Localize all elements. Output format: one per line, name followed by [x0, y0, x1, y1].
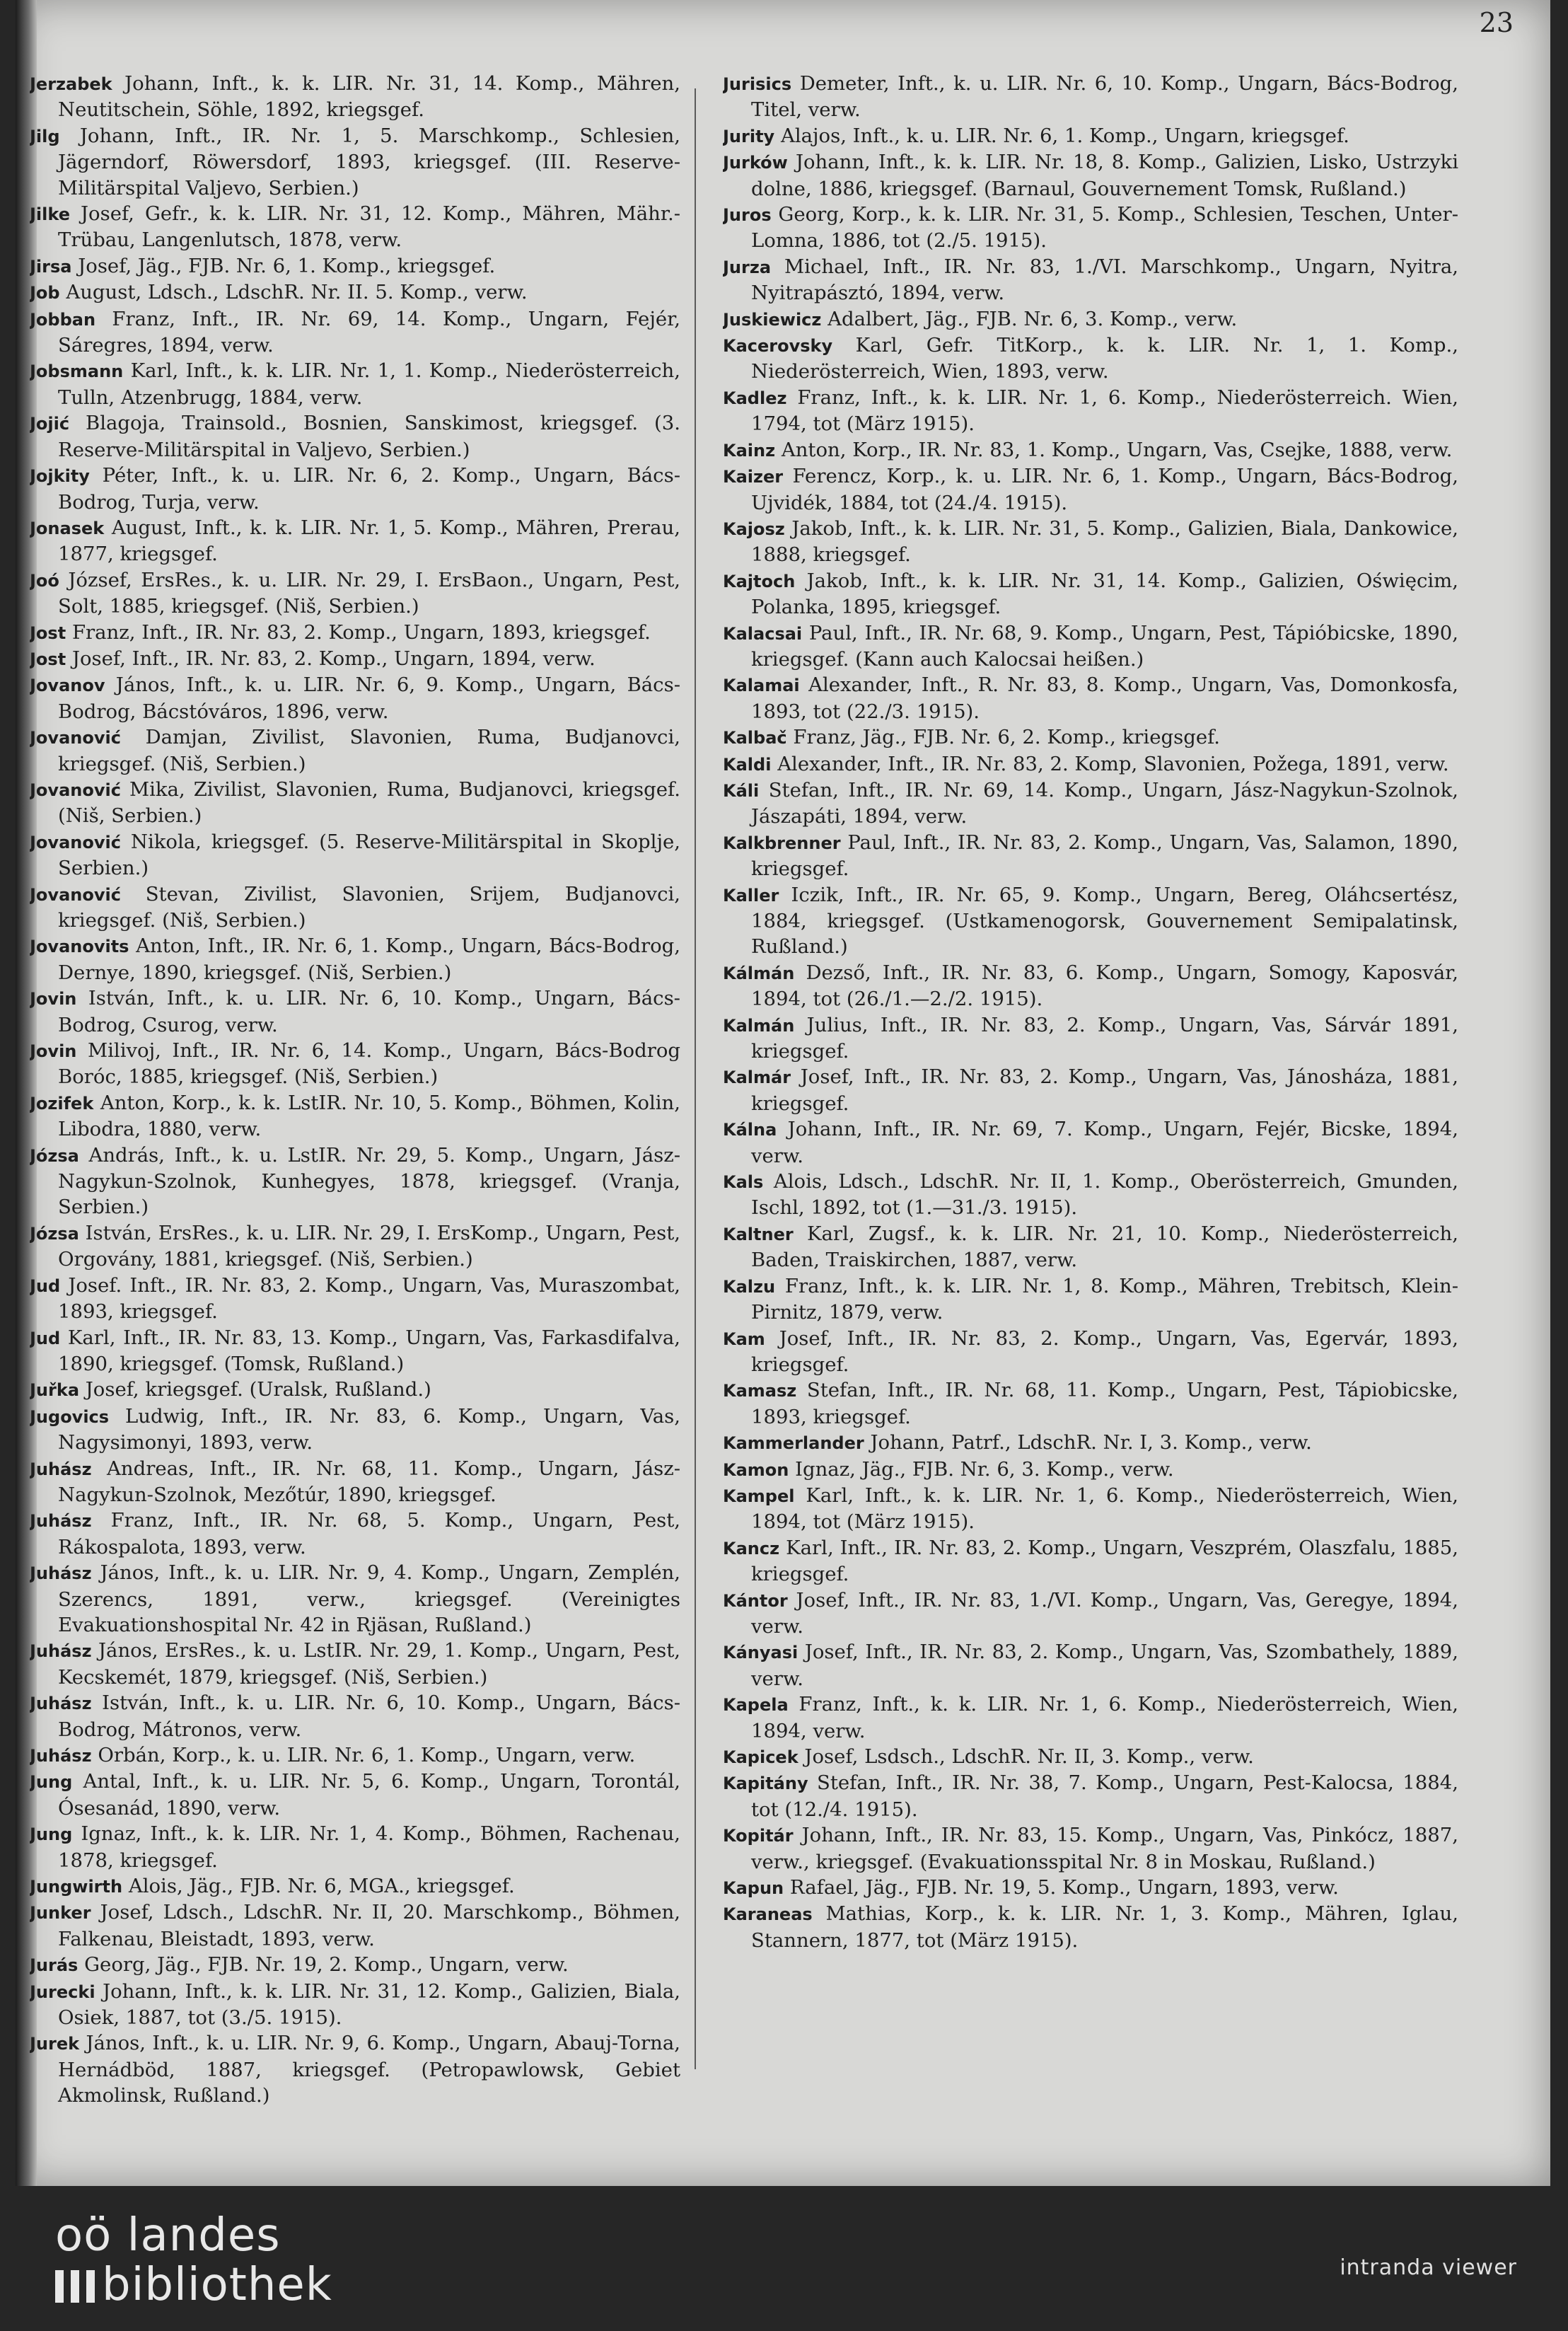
list-entry — [723, 1169, 1458, 1221]
entry-details: Georg, Korp., k. k. LIR. Nr. 31, 5. Komp., Schlesien, Teschen, Unter-Lomna, 1886, tot (2./5. 1915). — [751, 203, 1458, 253]
entry-surname: Juhász — [30, 1511, 92, 1532]
entry-details: Franz, Inft., IR. Nr. 68, 5. Komp., Ungarn, Pest, Rákospalota, 1893, verw. — [58, 1509, 680, 1558]
entry-details: Ludwig, Inft., IR. Nr. 83, 6. Komp., Ungarn, Vas, Nagysimonyi, 1893, verw. — [58, 1404, 680, 1454]
entry-surname: Jovin — [30, 1041, 77, 1062]
list-entry — [723, 568, 1458, 620]
list-entry — [723, 1822, 1458, 1875]
entry-details: Johann, Inft., IR. Nr. 83, 15. Komp., Ungarn, Vas, Pinkócz, 1887, verw., kriegsgef. (Evakuationsspital Nr. 8 in Moskau, Rußland.) — [751, 1824, 1458, 1873]
list-entry — [30, 1038, 680, 1090]
entry-surname: Jurecki — [30, 1982, 95, 2002]
list-entry — [723, 751, 1458, 777]
entry-details: Franz, Inft., k. k. LIR. Nr. 1, 6. Komp., Niederösterreich. Wien, 1794, tot (März 1915). — [751, 386, 1458, 436]
list-entry — [723, 1064, 1458, 1116]
logo-bars-icon — [55, 2270, 96, 2303]
list-entry — [30, 1560, 680, 1638]
entry-details: István, Inft., k. u. LIR. Nr. 6, 10. Komp., Ungarn, Bács-Bodrog, Csurog, verw. — [58, 987, 680, 1036]
list-entry — [723, 385, 1458, 437]
entry-details: Franz, Inft., IR. Nr. 69, 14. Komp., Ungarn, Fejér, Sáregres, 1894, verw. — [58, 307, 680, 357]
entry-surname: Jurza — [723, 257, 772, 277]
entry-surname: Kaizer — [723, 467, 784, 487]
entry-surname: Kamon — [723, 1459, 789, 1480]
entry-surname: Jung — [30, 1772, 73, 1793]
entry-surname: Jurás — [30, 1955, 79, 1976]
entry-details: Anton, Korp., IR. Nr. 83, 1. Komp., Ungarn, Vas, Csejke, 1888, verw. — [781, 438, 1453, 461]
entry-surname: Jud — [30, 1328, 61, 1348]
entry-details: Josef, Inft., IR. Nr. 83, 1./VI. Komp., Ungarn, Vas, Geregye, 1894, verw. — [751, 1588, 1458, 1638]
entry-surname: Kancz — [723, 1538, 780, 1558]
entry-details: Iczik, Inft., IR. Nr. 65, 9. Komp., Ungarn, Bereg, Oláhcsertész, 1884, kriegsgef. (Ustkamenogorsk, Gouvernement Semipalatinsk, Rußland.) — [751, 883, 1458, 959]
entry-surname: Jojić — [30, 414, 70, 434]
logo-text-line1: oö landes — [55, 2209, 281, 2262]
list-entry — [723, 1326, 1458, 1378]
entry-details: Josef, Gefr., k. k. LIR. Nr. 31, 12. Komp., Mähren, Mähr.-Trübau, Langenlutsch, 1878, verw. — [58, 202, 680, 252]
list-entry — [723, 1221, 1458, 1273]
list-entry — [30, 306, 680, 359]
entry-details: Antal, Inft., k. u. LIR. Nr. 5, 6. Komp., Ungarn, Torontál, Ósesanád, 1890, verw. — [58, 1770, 680, 1820]
entry-surname: Kapitány — [723, 1774, 808, 1794]
list-entry — [30, 985, 680, 1038]
entry-details: Jakob, Inft., k. k. LIR. Nr. 31, 5. Komp., Galizien, Biala, Dankowice, 1888, kriegsgef. — [751, 516, 1458, 567]
entry-surname: Jovanov — [30, 676, 105, 696]
entry-details: Andreas, Inft., IR. Nr. 68, 11. Komp., Ungarn, Jász-Nagykun-Szolnok, Mezőtúr, 1890, kriegsgef. — [58, 1457, 680, 1506]
list-entry — [30, 881, 680, 934]
list-entry — [30, 1220, 680, 1273]
entry-details: Milivoj, Inft., IR. Nr. 6, 14. Komp., Ungarn, Bács-Bodrog Boróc, 1885, kriegsgef. (Niš, Serbien.) — [58, 1039, 680, 1089]
entry-details: Johann, Inft., k. k. LIR. Nr. 18, 8. Komp., Galizien, Lisko, Ustrzyki dolne, 1886, kriegsgef. (Barnaul, Gouvernement Tomsk, Rußland.) — [751, 151, 1458, 200]
list-entry — [723, 306, 1458, 332]
entry-details: Anton, Inft., IR. Nr. 6, 1. Komp., Ungarn, Bács-Bodrog, Dernye, 1890, kriegsgef. (Niš, Serbien.) — [58, 935, 680, 984]
entry-details: Blagoja, Trainsold., Bosnien, Sanskimost, kriegsgef. (3. Reserve-Militärspital in Valjevo, Serbien.) — [58, 412, 680, 461]
entry-details: Karl, Inft., k. k. LIR. Nr. 1, 6. Komp., Niederösterreich, Wien, 1894, tot (März 1915). — [751, 1483, 1458, 1534]
entry-details: András, Inft., k. u. LstIR. Nr. 29, 5. Komp., Ungarn, Jász-Nagykun-Szolnok, Kunhegyes, 1878, kriegsgef. (Vranja, Serbien.) — [58, 1143, 680, 1219]
left-column — [30, 71, 680, 2122]
entry-surname: Jerzabek — [30, 74, 112, 94]
entry-details: Franz, Jäg., FJB. Nr. 6, 2. Komp., kriegsgef. — [793, 726, 1221, 749]
entry-details: Georg, Jäg., FJB. Nr. 19, 2. Komp., Ungarn, verw. — [84, 1953, 569, 1977]
list-entry — [723, 123, 1458, 149]
list-entry — [723, 1744, 1458, 1770]
entry-details: Dezső, Inft., IR. Nr. 83, 6. Komp., Ungarn, Somogy, Kaposvár, 1894, tot (26./1.—2./2. 1915). — [751, 961, 1458, 1011]
entry-details: Alexander, Inft., IR. Nr. 83, 2. Komp, Slavonien, Požega, 1891, verw. — [777, 752, 1449, 775]
list-entry — [30, 933, 680, 985]
entry-details: Josef, Inft., IR. Nr. 83, 2. Komp., Ungarn, Vas, Szombathely, 1889, verw. — [751, 1641, 1458, 1690]
entry-surname: Jurek — [30, 2034, 80, 2054]
entry-details: Karl, Inft., IR. Nr. 83, 2. Komp., Ungarn, Veszprém, Olaszfalu, 1885, kriegsgef. — [751, 1536, 1458, 1586]
entry-surname: Kapela — [723, 1695, 789, 1716]
entry-surname: Kalzu — [723, 1276, 776, 1297]
entry-surname: Kaller — [723, 885, 779, 906]
list-entry — [30, 1952, 680, 1978]
column-divider — [695, 88, 696, 2069]
entry-surname: Kacerovsky — [723, 336, 833, 357]
entry-details: Paul, Inft., IR. Nr. 68, 9. Komp., Ungarn, Pest, Tápióbicske, 1890, kriegsgef. (Kann auch Kalocsai heißen.) — [751, 621, 1458, 671]
entry-surname: Kopitár — [723, 1826, 794, 1846]
list-entry — [723, 516, 1458, 568]
entry-details: Johann, Inft., k. k. LIR. Nr. 31, 14. Komp., Mähren, Neutitschein, Söhle, 1892, kriegsgef. — [58, 72, 680, 122]
entry-details: Alajos, Inft., k. u. LIR. Nr. 6, 1. Komp., Ungarn, kriegsgef. — [780, 124, 1349, 147]
list-entry — [30, 1979, 680, 2031]
entry-details: Ferencz, Korp., k. u. LIR. Nr. 6, 1. Komp., Ungarn, Bács-Bodrog, Ujvidék, 1884, tot (24./4. 1915). — [751, 465, 1458, 514]
entry-details: Anton, Korp., k. k. LstIR. Nr. 10, 5. Komp., Böhmen, Kolin, Libodra, 1880, verw. — [58, 1091, 680, 1141]
entry-surname: Jugovics — [30, 1406, 110, 1427]
entry-surname: Kaltner — [723, 1224, 794, 1244]
list-entry — [30, 410, 680, 463]
entry-surname: Jurisics — [723, 74, 792, 94]
entry-surname: Jovanovits — [30, 937, 129, 957]
list-entry — [723, 254, 1458, 306]
entry-surname: Jilg — [30, 126, 60, 146]
entry-surname: Jovanović — [30, 728, 121, 748]
entry-details: Josef, Inft., IR. Nr. 83, 2. Komp., Ungarn, Vas, Jánosháza, 1881, kriegsgef. — [751, 1065, 1458, 1115]
list-entry — [723, 1639, 1458, 1691]
entry-surname: Jilke — [30, 204, 70, 225]
list-entry — [723, 1116, 1458, 1169]
list-entry — [723, 437, 1458, 463]
entry-surname: Józsa — [30, 1145, 79, 1166]
list-entry — [30, 1273, 680, 1325]
entry-details: Josef, Inft., IR. Nr. 83, 2. Komp., Ungarn, 1894, verw. — [71, 647, 596, 670]
entry-surname: Jozifek — [30, 1093, 94, 1114]
entry-surname: Kapicek — [723, 1747, 798, 1767]
entry-details: Adalbert, Jäg., FJB. Nr. 6, 3. Komp., verw. — [827, 307, 1238, 330]
entry-details: Johann, Inft., k. k. LIR. Nr. 31, 12. Komp., Galizien, Biala, Osiek, 1887, tot (3./5. 1915). — [58, 1979, 680, 2030]
list-entry — [30, 358, 680, 410]
list-entry — [30, 1899, 680, 1952]
library-logo[interactable] — [55, 2211, 332, 2310]
list-entry — [30, 1638, 680, 1690]
list-entry — [30, 463, 680, 515]
right-column — [723, 71, 1458, 2122]
entry-details: Josef, Jäg., FJB. Nr. 6, 1. Komp., kriegsgef. — [78, 254, 496, 277]
entry-details: Josef. Inft., IR. Nr. 83, 2. Komp., Ungarn, Vas, Muraszombat, 1893, kriegsgef. — [58, 1273, 680, 1324]
entry-details: Orbán, Korp., k. u. LIR. Nr. 6, 1. Komp., Ungarn, verw. — [98, 1744, 636, 1766]
entry-surname: Jojkity — [30, 466, 90, 487]
entry-surname: Junker — [30, 1903, 91, 1924]
entry-surname: Kampel — [723, 1486, 795, 1506]
entry-surname: Jirsa — [30, 256, 72, 277]
entry-details: Karl, Inft., IR. Nr. 83, 13. Komp., Ungarn, Vas, Farkasdifalva, 1890, kriegsgef. (Tomsk, Rußland.) — [58, 1326, 680, 1375]
entry-details: Alois, Ldsch., LdschR. Nr. II, 1. Komp., Oberösterreich, Gmunden, Ischl, 1892, tot (1.—31./3. 1915). — [751, 1170, 1458, 1220]
entry-surname: Kajtoch — [723, 571, 796, 591]
list-entry — [30, 1508, 680, 1560]
entry-surname: Józsa — [30, 1223, 79, 1244]
entry-details: Josef, Inft., IR. Nr. 83, 2. Komp., Ungarn, Vas, Egervár, 1893, kriegsgef. — [751, 1326, 1458, 1376]
list-entry — [30, 1742, 680, 1769]
entry-surname: Kalmár — [723, 1068, 791, 1088]
entry-surname: Kamasz — [723, 1381, 797, 1401]
entry-surname: Jovin — [30, 989, 77, 1010]
list-entry — [723, 1535, 1458, 1587]
list-entry — [30, 253, 680, 279]
list-entry — [30, 1404, 680, 1456]
entry-details: Johann, Inft., IR. Nr. 1, 5. Marschkomp., Schlesien, Jägerndorf, Röwersdorf, 1893, kriegsgef. (III. Reserve-Militärspital Valjevo, Serbien.) — [58, 124, 680, 199]
entry-details: August, Ldsch., LdschR. Nr. II. 5. Komp., verw. — [66, 281, 528, 304]
list-entry — [723, 1012, 1458, 1065]
list-entry — [723, 1430, 1458, 1456]
list-entry — [30, 646, 680, 672]
entry-details: Mathias, Korp., k. k. LIR. Nr. 1, 3. Komp., Mähren, Iglau, Stannern, 1877, tot (März 1915). — [751, 1902, 1458, 1952]
entry-surname: Joó — [30, 570, 59, 591]
entry-details: Rafael, Jäg., FJB. Nr. 19, 5. Komp., Ungarn, 1893, verw. — [789, 1876, 1339, 1899]
entry-details: István, ErsRes., k. u. LIR. Nr. 29, I. ErsKomp., Ungarn, Pest, Orgovány, 1881, kriegsgef. (Niš, Serbien.) — [58, 1221, 680, 1271]
entry-surname: Jobsmann — [30, 361, 124, 382]
list-entry — [723, 777, 1458, 830]
entry-surname: Kálna — [723, 1120, 777, 1140]
entry-details: Franz, Inft., IR. Nr. 83, 2. Komp., Ungarn, 1893, kriegsgef. — [71, 620, 651, 644]
entry-details: Stefan, Inft., IR. Nr. 38, 7. Komp., Ungarn, Pest-Kalocsa, 1884, tot (12./4. 1915). — [751, 1771, 1458, 1821]
entry-surname: Káli — [723, 780, 760, 801]
list-entry — [723, 830, 1458, 882]
list-entry — [30, 672, 680, 724]
entry-details: Josef, Ldsch., LdschR. Nr. II, 20. Marschkomp., Böhmen, Falkenau, Bleistadt, 1893, verw. — [58, 1901, 680, 1950]
logo-text-line2: bibliothek — [102, 2259, 332, 2311]
entry-surname: Kals — [723, 1172, 764, 1193]
entry-surname: Kalkbrenner — [723, 833, 841, 853]
entry-details: Alexander, Inft., R. Nr. 83, 8. Komp., Ungarn, Vas, Domonkosfa, 1893, tot (22./3. 1915). — [751, 673, 1458, 723]
entry-surname: Jung — [30, 1824, 73, 1845]
entry-surname: Kántor — [723, 1590, 788, 1611]
list-entry — [723, 620, 1458, 673]
list-entry — [723, 724, 1458, 751]
entry-surname: Kányasi — [723, 1643, 798, 1663]
entry-surname: Jovanović — [30, 780, 121, 800]
entry-surname: Juhász — [30, 1641, 92, 1662]
entry-details: Alois, Jäg., FJB. Nr. 6, MGA., kriegsgef. — [128, 1875, 515, 1898]
entry-details: József, ErsRes., k. u. LIR. Nr. 29, I. ErsBaon., Ungarn, Pest, Solt, 1885, kriegsgef. (Niš, Serbien.) — [58, 568, 680, 618]
list-entry — [723, 149, 1458, 202]
list-entry — [723, 202, 1458, 254]
viewer-brand-label[interactable]: intranda viewer — [1340, 2255, 1517, 2280]
list-entry — [30, 1821, 680, 1873]
entry-details: Michael, Inft., IR. Nr. 83, 1./VI. Marschkomp., Ungarn, Nyitra, Nyitrapásztó, 1894, verw. — [751, 255, 1458, 305]
list-entry — [723, 1901, 1458, 1953]
entry-details: Stefan, Inft., IR. Nr. 68, 11. Komp., Ungarn, Pest, Tápiobicske, 1893, kriegsgef. — [751, 1379, 1458, 1428]
list-entry — [723, 882, 1458, 960]
entry-details: Ignaz, Inft., k. k. LIR. Nr. 1, 4. Komp., Böhmen, Rachenau, 1878, kriegsgef. — [58, 1822, 680, 1872]
entry-surname: Jurity — [723, 126, 775, 146]
list-entry — [723, 1483, 1458, 1535]
list-entry — [30, 71, 680, 123]
entry-surname: Karaneas — [723, 1904, 813, 1925]
list-entry — [723, 1377, 1458, 1430]
entry-surname: Jungwirth — [30, 1877, 123, 1897]
entry-details: Karl, Zugsf., k. k. LIR. Nr. 21, 10. Komp., Niederösterreich, Baden, Traiskirchen, 1887, verw. — [751, 1222, 1458, 1272]
list-entry — [30, 1769, 680, 1821]
entry-details: Josef, kriegsgef. (Uralsk, Rußland.) — [85, 1378, 431, 1401]
list-entry — [30, 829, 680, 881]
entry-surname: Kalmán — [723, 1015, 795, 1036]
list-entry — [723, 463, 1458, 516]
list-entry — [723, 1587, 1458, 1640]
entry-details: Mika, Zivilist, Slavonien, Ruma, Budjanovci, kriegsgef. (Niš, Serbien.) — [58, 777, 680, 828]
entry-surname: Juhász — [30, 1563, 92, 1584]
list-entry — [30, 1873, 680, 1899]
entry-details: János, ErsRes., k. u. LstIR. Nr. 29, 1. Komp., Ungarn, Pest, Kecskemét, 1879, kriegsgef. (Niš, Serbien.) — [58, 1639, 680, 1689]
list-entry — [30, 1325, 680, 1377]
list-entry — [723, 332, 1458, 385]
entry-surname: Juskiewicz — [723, 309, 822, 330]
entry-details: Franz, Inft., k. k. LIR. Nr. 1, 6. Komp., Niederösterreich, Wien, 1894, verw. — [751, 1693, 1458, 1742]
entry-details: Paul, Inft., IR. Nr. 83, 2. Komp., Ungarn, Vas, Salamon, 1890, kriegsgef. — [751, 831, 1458, 881]
entry-details: Stevan, Zivilist, Slavonien, Srijem, Budjanovci, kriegsgef. (Niš, Serbien.) — [58, 882, 680, 932]
entry-surname: Jovanović — [30, 832, 121, 852]
entry-surname: Kam — [723, 1329, 765, 1349]
entry-surname: Kalacsai — [723, 623, 803, 644]
entry-surname: Juhász — [30, 1694, 92, 1714]
entry-details: János, Inft., k. u. LIR. Nr. 9, 4. Komp., Ungarn, Zemplén, Szerencs, 1891, verw., kriegsgef. (Vereinigtes Evakuationshospital Nr. 42 in Rjäsan, Rußland.) — [58, 1561, 680, 1636]
entry-details: Jakob, Inft., k. k. LIR. Nr. 31, 14. Komp., Galizien, Oświęcim, Polanka, 1895, kriegsgef. — [751, 569, 1458, 619]
page-number: 23 — [1479, 7, 1514, 38]
entry-details: Nikola, kriegsgef. (5. Reserve-Militärspital in Skoplje, Serbien.) — [58, 830, 680, 880]
list-entry — [30, 1377, 680, 1403]
entry-surname: Jurków — [723, 153, 788, 173]
entry-details: István, Inft., k. u. LIR. Nr. 6, 10. Komp., Ungarn, Bács-Bodrog, Mátronos, verw. — [58, 1691, 680, 1741]
list-entry — [30, 279, 680, 306]
list-entry — [723, 1691, 1458, 1744]
entry-surname: Jonasek — [30, 518, 105, 538]
entry-details: Franz, Inft., k. k. LIR. Nr. 1, 8. Komp., Mähren, Trebitsch, Klein-Pirnitz, 1879, verw. — [751, 1274, 1458, 1324]
entry-surname: Jost — [30, 623, 66, 643]
entry-surname: Jobban — [30, 309, 96, 330]
entry-surname: Juhász — [30, 1459, 92, 1479]
list-entry — [723, 71, 1458, 123]
list-entry — [723, 1457, 1458, 1483]
list-entry — [30, 123, 680, 201]
entry-surname: Jud — [30, 1276, 61, 1296]
list-entry — [30, 1690, 680, 1742]
entry-surname: Kapun — [723, 1878, 784, 1899]
entry-details: Demeter, Inft., k. u. LIR. Nr. 6, 10. Komp., Ungarn, Bács-Bodrog, Titel, verw. — [751, 72, 1458, 122]
entry-surname: Juros — [723, 205, 772, 226]
list-entry — [30, 567, 680, 620]
entry-surname: Kadlez — [723, 388, 787, 408]
entry-surname: Jovanović — [30, 884, 121, 905]
entry-details: Johann, Inft., IR. Nr. 69, 7. Komp., Ungarn, Fejér, Bicske, 1894, verw. — [751, 1118, 1458, 1167]
list-entry — [30, 2030, 680, 2108]
list-entry — [723, 672, 1458, 724]
entry-details: Josef, Lsdsch., LdschR. Nr. II, 3. Komp., verw. — [804, 1745, 1254, 1768]
entry-surname: Kainz — [723, 440, 776, 461]
entry-details: Johann, Patrf., LdschR. Nr. I, 3. Komp., verw. — [870, 1431, 1312, 1454]
list-entry — [723, 1273, 1458, 1326]
entry-surname: Job — [30, 283, 60, 303]
list-entry — [30, 201, 680, 253]
list-entry — [30, 1143, 680, 1220]
entry-details: Karl, Gefr. TitKorp., k. k. LIR. Nr. 1, 1. Komp., Niederösterreich, Wien, 1893, verw. — [751, 334, 1458, 383]
list-entry — [723, 1770, 1458, 1822]
list-entry — [30, 620, 680, 646]
entry-details: Ignaz, Jäg., FJB. Nr. 6, 3. Komp., verw. — [795, 1457, 1174, 1481]
entry-details: Julius, Inft., IR. Nr. 83, 2. Komp., Ungarn, Vas, Sárvár 1891, kriegsgef. — [751, 1013, 1458, 1063]
entry-surname: Juhász — [30, 1746, 92, 1766]
entry-surname: Kammerlander — [723, 1433, 864, 1454]
entry-surname: Jost — [30, 649, 66, 669]
entry-surname: Kalamai — [723, 676, 800, 696]
entry-details: Karl, Inft., k. k. LIR. Nr. 1, 1. Komp., Niederösterreich, Tulln, Atzenbrugg, 1884, verw. — [58, 359, 680, 409]
entry-details: János, Inft., k. u. LIR. Nr. 9, 6. Komp., Ungarn, Abauj-Torna, Hernádböd, 1887, kriegsgef. (Petropawlowsk, Gebiet Akmolinsk, Rußland.) — [58, 2032, 680, 2107]
entry-details: János, Inft., k. u. LIR. Nr. 6, 9. Komp., Ungarn, Bács-Bodrog, Bácstóváros, 1896, verw. — [58, 673, 680, 723]
list-entry — [30, 1456, 680, 1508]
list-entry — [723, 1875, 1458, 1901]
entry-details: August, Inft., k. k. LIR. Nr. 1, 5. Komp., Mähren, Prerau, 1877, kriegsgef. — [58, 516, 680, 566]
entry-surname: Kajosz — [723, 519, 785, 539]
scanned-page — [16, 0, 1550, 2186]
list-entry — [723, 960, 1458, 1012]
entry-details: Damjan, Zivilist, Slavonien, Ruma, Budjanovci, kriegsgef. (Niš, Serbien.) — [58, 726, 680, 775]
entry-surname: Kaldi — [723, 754, 772, 775]
list-entry — [30, 515, 680, 567]
entry-surname: Kalbač — [723, 728, 787, 748]
entry-details: Péter, Inft., k. u. LIR. Nr. 6, 2. Komp., Ungarn, Bács-Bodrog, Turja, verw. — [58, 464, 680, 514]
list-entry — [30, 777, 680, 829]
entry-surname: Juřka — [30, 1380, 80, 1401]
list-entry — [30, 1090, 680, 1143]
entry-details: Stefan, Inft., IR. Nr. 69, 14. Komp., Ungarn, Jász-Nagykun-Szolnok, Jászapáti, 1894, verw. — [751, 778, 1458, 828]
list-entry — [30, 724, 680, 777]
entry-surname: Kálmán — [723, 963, 795, 983]
